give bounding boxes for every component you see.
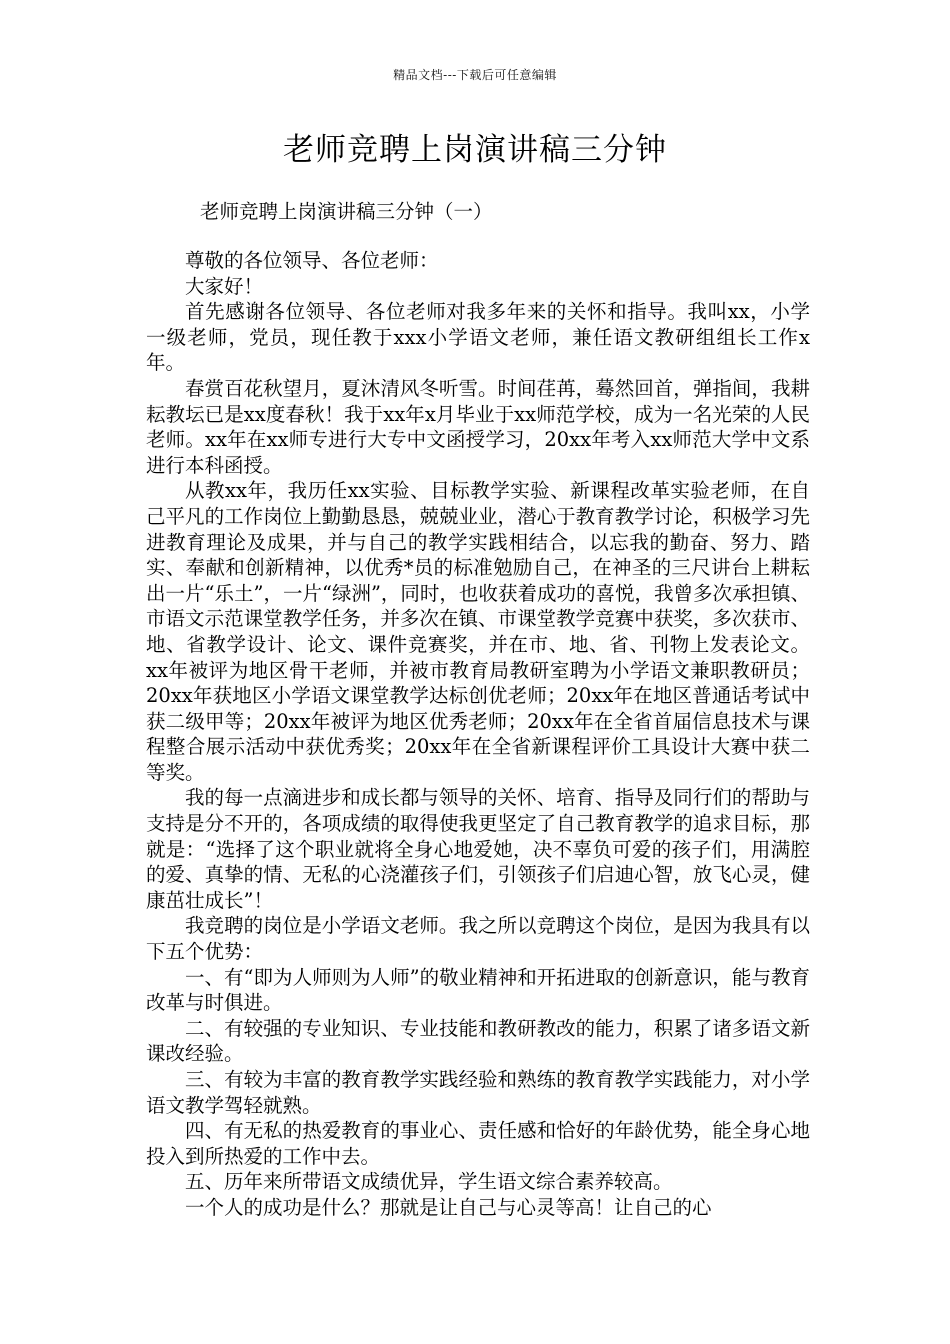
document-subtitle: 老师竞聘上岗演讲稿三分钟（一） (200, 200, 493, 223)
paragraph-advantage-5: 五、历年来所带语文成绩优异，学生语文综合素养较高。 (185, 1170, 673, 1194)
header-note: 精品文档---下载后可任意编辑 (393, 68, 557, 82)
paragraph-gratitude: 我的每一点滴进步和成长都与领导的关怀、培育、指导及同行们的帮助与支持是分不开的，各项成绩的取得使我更坚定了自己教育教学的追求目标，那就是：“选择了这个职业就将全身心地爱她，决不辜负可爱的孩子们，用满腔的爱、真挚的情、无私的心浇灌孩子们，引领孩子们启迪心智，放飞心灵，健康茁壮成长”！ (146, 786, 810, 912)
paragraph-introduction: 首先感谢各位领导、各位老师对我多年来的关怀和指导。我叫xx，小学一级老师，党员，现任教于xxx小学语文老师，兼任语文教研组组长工作x年。 (146, 300, 810, 375)
paragraph-advantage-3: 三、有较为丰富的教育教学实践经验和熟练的教育教学实践能力，对小学语文教学驾轻就熟。 (146, 1068, 810, 1117)
paragraph-achievements: 从教xx年，我历任xx实验、目标教学实验、新课程改革实验老师，在自己平凡的工作岗位上勤勤恳恳，兢兢业业，潜心于教育教学讨论，积极学习先进教育理论及成果，并与自己的教学实践相结合，以忘我的勤奋、努力、踏实、奉献和创新精神，以优秀*员的标准勉励自己，在神圣的三尺讲台上耕耘出一片“乐土”，一片“绿洲”，同时，也收获着成功的喜悦，我曾多次承担镇、市语文示范课堂教学任务，并多次在镇、市课堂教学竞赛中获奖，多次获市、地、省教学设计、论文、课件竞赛奖，并在市、地、省、刊物上发表论文。xx年被评为地区骨干老师，并被市教育局教研室聘为小学语文兼职教研员；20xx年获地区小学语文课堂教学达标创优老师；20xx年在地区普通话考试中获二级甲等；20xx年被评为地区优秀老师；20xx年在全省首届信息技术与课程整合展示活动中获优秀奖；20xx年在全省新课程评价工具设计大赛中获二等奖。 (146, 479, 810, 784)
document-title: 老师竞聘上岗演讲稿三分钟 (283, 132, 667, 168)
paragraph-advantage-2: 二、有较强的专业知识、专业技能和教研教改的能力，积累了诸多语文新课改经验。 (146, 1016, 810, 1066)
paragraph-advantage-1: 一、有“即为人师则为人师”的敬业精神和开拓进取的创新意识，能与教育改革与时俱进。 (146, 965, 810, 1015)
paragraph-advantage-4: 四、有无私的热爱教育的事业心、责任感和恰好的年龄优势，能全身心地投入到所热爱的工作中去。 (146, 1119, 810, 1168)
paragraph-closing: 一个人的成功是什么？那就是让自己与心灵等高！让自己的心 (185, 1195, 712, 1219)
document-body (146, 248, 810, 1221)
paragraph-position: 我竞聘的岗位是小学语文老师。我之所以竞聘这个岗位，是因为我具有以下五个优势： (146, 914, 810, 964)
paragraph-salutation: 尊敬的各位领导、各位老师： (185, 249, 439, 272)
paragraph-greeting: 大家好！ (185, 274, 264, 298)
paragraph-background: 春赏百花秋望月，夏沐清风冬听雪。时间荏苒，蓦然回首，弹指间，我耕耘教坛已是xx度春秋！我于xx年x月毕业于xx师范学校，成为一名光荣的人民老师。xx年在xx师专进行大专中文函授学习，20xx年考入xx师范大学中文系进行本科函授。 (146, 376, 810, 477)
